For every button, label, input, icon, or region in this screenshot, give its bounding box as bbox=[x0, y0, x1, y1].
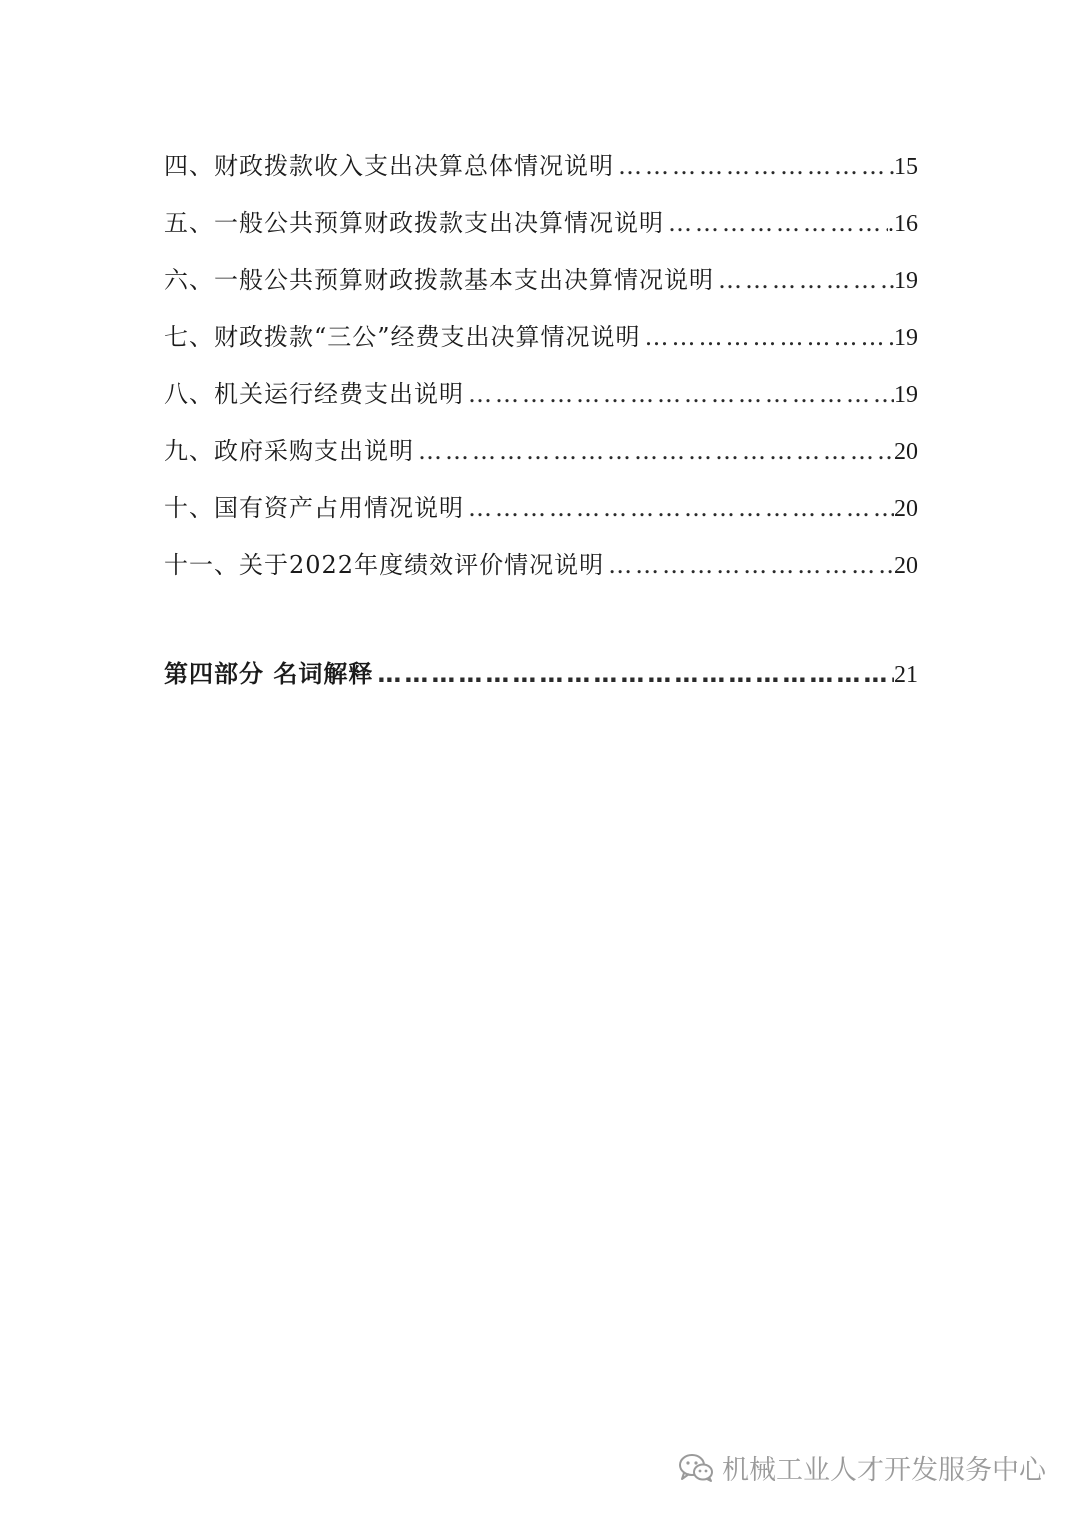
toc-section-page: 21 bbox=[894, 662, 918, 688]
toc-entry-5[interactable] bbox=[164, 195, 918, 252]
dot-leader bbox=[714, 252, 894, 309]
toc-entry-8[interactable] bbox=[164, 366, 918, 423]
toc-entry-label: 九、政府采购支出说明 bbox=[164, 437, 414, 465]
toc-entry-page: 19 bbox=[894, 268, 918, 294]
toc-entry-label: 七、财政拨款“三公”经费支出决算情况说明 bbox=[164, 323, 641, 351]
watermark bbox=[678, 1448, 1046, 1487]
dot-leader bbox=[604, 537, 894, 594]
toc-entry-7[interactable] bbox=[164, 309, 918, 366]
toc-entry-page: 20 bbox=[894, 496, 918, 522]
toc-entry-page: 19 bbox=[894, 325, 918, 351]
toc-section-label: 第四部分 名词解释 bbox=[164, 660, 374, 688]
dot-leader bbox=[464, 480, 894, 537]
toc-entry-6[interactable] bbox=[164, 252, 918, 309]
dot-leader bbox=[414, 423, 894, 480]
dot-leader bbox=[614, 138, 894, 195]
toc-entry-page: 20 bbox=[894, 553, 918, 579]
toc-entry-label: 十一、关于2022年度绩效评价情况说明 bbox=[164, 551, 605, 579]
toc-entry-4[interactable] bbox=[164, 138, 918, 195]
toc-entry-page: 19 bbox=[894, 382, 918, 408]
dot-leader bbox=[664, 195, 888, 252]
toc-entry-page: 20 bbox=[894, 439, 918, 465]
toc-entry-label: 四、财政拨款收入支出决算总体情况说明 bbox=[164, 152, 614, 180]
toc-entry-page: .16 bbox=[888, 211, 918, 237]
toc-section-part-4[interactable] bbox=[164, 646, 918, 703]
toc-entry-page: 15 bbox=[894, 154, 918, 180]
toc-entry-label: 五、一般公共预算财政拨款支出决算情况说明 bbox=[164, 209, 664, 237]
dot-leader bbox=[464, 366, 894, 423]
toc-entry-11[interactable] bbox=[164, 537, 918, 594]
wechat-icon bbox=[678, 1453, 714, 1483]
toc-entry-9[interactable] bbox=[164, 423, 918, 480]
toc-entry-label: 十、国有资产占用情况说明 bbox=[164, 494, 464, 522]
dot-leader bbox=[641, 309, 894, 366]
toc-entry-label: 六、一般公共预算财政拨款基本支出决算情况说明 bbox=[164, 266, 714, 294]
toc-entry-label: 八、机关运行经费支出说明 bbox=[164, 380, 464, 408]
toc-entry-10[interactable] bbox=[164, 480, 918, 537]
watermark-text: 机械工业人才开发服务中心 bbox=[722, 1455, 1046, 1486]
table-of-contents bbox=[164, 138, 918, 703]
dot-leader bbox=[373, 646, 894, 703]
